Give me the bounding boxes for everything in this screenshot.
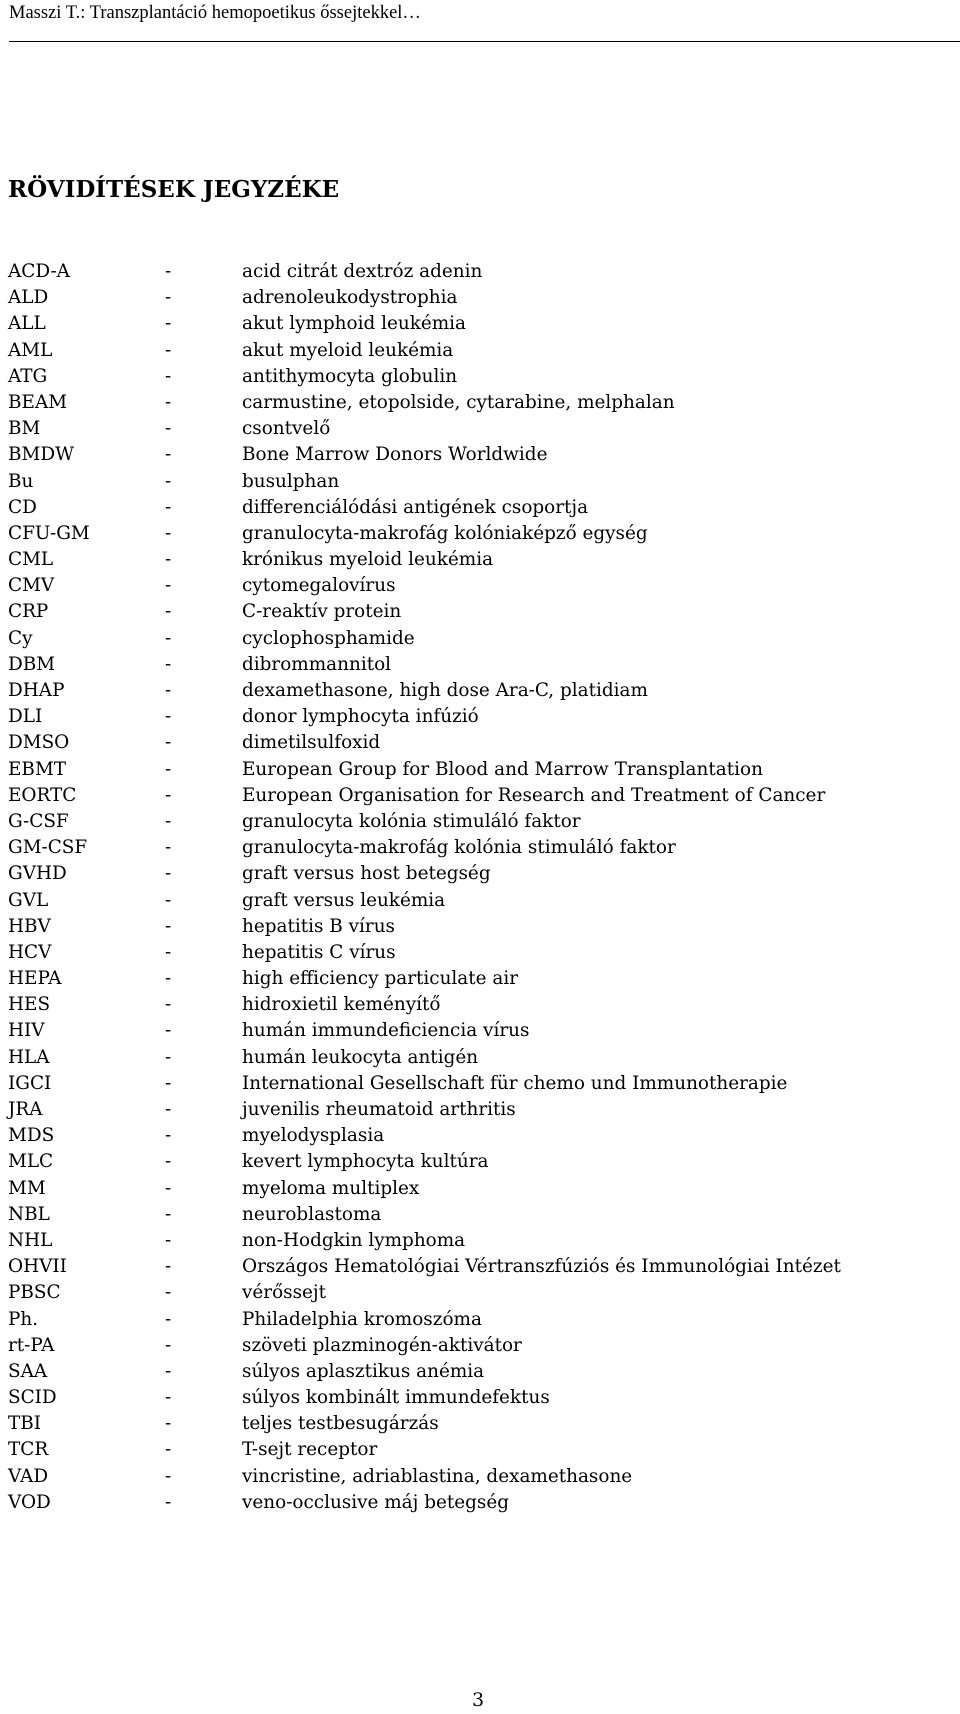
abbreviation-definition: granulocyta kolónia stimuláló faktor <box>242 810 581 832</box>
list-item <box>8 547 953 573</box>
list-item <box>8 338 953 364</box>
list-item <box>8 573 953 599</box>
abbreviation-separator: - <box>165 287 172 309</box>
list-item <box>8 1018 953 1044</box>
abbreviation-separator: - <box>165 1413 172 1435</box>
list-item <box>8 1385 953 1411</box>
abbreviation-definition: Bone Marrow Donors Worldwide <box>242 444 548 466</box>
abbreviation-definition: súlyos aplasztikus anémia <box>242 1360 485 1382</box>
abbreviation-term: CD <box>8 496 37 518</box>
abbreviation-definition: súlyos kombinált immundefektus <box>242 1387 550 1409</box>
abbreviation-separator: - <box>165 418 172 440</box>
list-item <box>8 416 953 442</box>
abbreviation-definition: csontvelő <box>242 418 331 440</box>
abbreviation-term: CFU-GM <box>8 522 90 544</box>
abbreviation-separator: - <box>165 496 172 518</box>
abbreviation-separator: - <box>165 758 172 780</box>
abbreviation-term: ALL <box>8 313 46 335</box>
list-item <box>8 1045 953 1071</box>
abbreviation-separator: - <box>165 837 172 859</box>
abbreviation-definition: cytomegalovírus <box>242 575 396 597</box>
abbreviation-term: Ph. <box>8 1308 39 1330</box>
list-item <box>8 599 953 625</box>
abbreviation-separator: - <box>165 1125 172 1147</box>
list-item <box>8 442 953 468</box>
list-item <box>8 285 953 311</box>
abbreviation-separator: - <box>165 261 172 282</box>
abbreviation-term: TCR <box>8 1439 49 1461</box>
abbreviation-term: MDS <box>8 1125 55 1147</box>
list-item <box>8 966 953 992</box>
list-item <box>8 364 953 390</box>
list-item <box>8 730 953 756</box>
abbreviation-definition: neuroblastoma <box>242 1203 382 1225</box>
abbreviation-term: PBSC <box>8 1282 61 1304</box>
abbreviation-term: TBI <box>8 1413 42 1435</box>
abbreviation-term: JRA <box>8 1099 43 1120</box>
abbreviation-term: SCID <box>8 1387 57 1409</box>
abbreviation-definition: high efficiency particulate air <box>242 968 519 990</box>
abbreviation-separator: - <box>165 1491 172 1513</box>
list-item <box>8 1490 953 1516</box>
list-item <box>8 888 953 914</box>
abbreviation-term: EORTC <box>8 784 77 806</box>
abbreviation-definition: antithymocyta globulin <box>242 365 458 387</box>
abbreviation-term: Bu <box>8 470 34 492</box>
abbreviation-term: OHVII <box>8 1256 67 1278</box>
abbreviation-term: VOD <box>8 1491 51 1513</box>
abbreviation-definition: C-reaktív protein <box>242 601 402 623</box>
abbreviation-separator: - <box>165 575 172 597</box>
list-item <box>8 757 953 783</box>
abbreviation-term: GVL <box>8 889 49 911</box>
abbreviation-list <box>8 259 953 1516</box>
abbreviation-definition: akut myeloid leukémia <box>242 339 454 361</box>
abbreviation-separator: - <box>165 941 172 963</box>
abbreviation-term: GM-CSF <box>8 837 88 859</box>
abbreviation-separator: - <box>165 470 172 492</box>
abbreviation-term: rt-PA <box>8 1334 55 1356</box>
list-item <box>8 1464 953 1490</box>
abbreviation-definition: adrenoleukodystrophia <box>242 287 458 309</box>
list-item <box>8 259 953 285</box>
abbreviation-term: VAD <box>8 1465 49 1487</box>
abbreviation-separator: - <box>165 1360 172 1382</box>
abbreviation-definition: busulphan <box>242 470 340 492</box>
abbreviation-term: DLI <box>8 706 43 728</box>
abbreviation-term: HEPA <box>8 968 62 990</box>
abbreviation-definition: dibrommannitol <box>242 653 392 675</box>
list-item <box>8 1280 953 1306</box>
abbreviation-definition: szöveti plazminogén-aktivátor <box>242 1334 522 1356</box>
list-item <box>8 914 953 940</box>
abbreviation-separator: - <box>165 968 172 990</box>
abbreviation-separator: - <box>165 810 172 832</box>
abbreviation-term: HES <box>8 994 51 1016</box>
list-item <box>8 809 953 835</box>
abbreviation-separator: - <box>165 1439 172 1461</box>
abbreviation-definition: donor lymphocyta infúzió <box>242 706 479 728</box>
abbreviation-definition: cyclophosphamide <box>242 627 415 649</box>
abbreviation-term: ALD <box>8 287 49 309</box>
abbreviation-separator: - <box>165 706 172 728</box>
abbreviation-separator: - <box>165 1177 172 1199</box>
abbreviation-separator: - <box>165 601 172 623</box>
abbreviation-definition: hepatitis C vírus <box>242 941 396 963</box>
abbreviation-term: NBL <box>8 1203 50 1225</box>
abbreviation-term: GVHD <box>8 863 67 885</box>
abbreviation-term: IGCI <box>8 1072 52 1094</box>
list-item <box>8 835 953 861</box>
abbreviation-definition: acid citrát dextróz adenin <box>242 261 483 282</box>
abbreviation-definition: humán immundeficiencia vírus <box>242 1020 530 1042</box>
list-item <box>8 652 953 678</box>
abbreviation-definition: akut lymphoid leukémia <box>242 313 467 335</box>
abbreviation-term: MM <box>8 1177 46 1199</box>
abbreviation-separator: - <box>165 627 172 649</box>
abbreviation-term: HLA <box>8 1046 50 1068</box>
list-item <box>8 311 953 337</box>
abbreviation-separator: - <box>165 444 172 466</box>
abbreviation-separator: - <box>165 1229 172 1251</box>
abbreviation-separator: - <box>165 549 172 571</box>
abbreviation-term: EBMT <box>8 758 67 780</box>
abbreviation-term: ACD-A <box>8 261 70 282</box>
abbreviation-separator: - <box>165 1256 172 1278</box>
abbreviation-term: CRP <box>8 601 49 623</box>
abbreviation-definition: European Group for Blood and Marrow Transplantation <box>242 758 763 780</box>
abbreviation-definition: hidroxietil keményítő <box>242 994 441 1016</box>
abbreviation-definition: teljes testbesugárzás <box>242 1413 439 1435</box>
abbreviation-separator: - <box>165 1151 172 1173</box>
abbreviation-definition: carmustine, etopolside, cytarabine, melphalan <box>242 391 675 413</box>
running-header-title: Masszi T.: Transzplantáció hemopoetikus őssejtekkel… <box>9 3 421 23</box>
abbreviation-separator: - <box>165 1334 172 1356</box>
list-item <box>8 1437 953 1463</box>
abbreviation-separator: - <box>165 1203 172 1225</box>
list-item <box>8 1228 953 1254</box>
list-item <box>8 704 953 730</box>
abbreviation-definition: Országos Hematológiai Vértranszfúziós és Immunológiai Intézet <box>242 1256 841 1278</box>
abbreviation-separator: - <box>165 339 172 361</box>
abbreviation-separator: - <box>165 1046 172 1068</box>
list-item <box>8 1359 953 1385</box>
abbreviation-separator: - <box>165 680 172 701</box>
list-item <box>8 469 953 495</box>
abbreviation-term: DBM <box>8 653 56 675</box>
abbreviation-term: HCV <box>8 941 52 963</box>
abbreviation-term: SAA <box>8 1360 48 1382</box>
list-item <box>8 940 953 966</box>
page-number: 3 <box>472 1689 485 1711</box>
list-item <box>8 1149 953 1175</box>
abbreviation-definition: vincristine, adriablastina, dexamethasone <box>242 1465 633 1487</box>
list-item <box>8 626 953 652</box>
abbreviation-term: NHL <box>8 1229 53 1251</box>
abbreviation-definition: hepatitis B vírus <box>242 915 395 937</box>
abbreviation-term: CML <box>8 549 54 571</box>
abbreviation-separator: - <box>165 994 172 1016</box>
abbreviation-definition: vérőssejt <box>242 1282 326 1304</box>
abbreviation-separator: - <box>165 889 172 911</box>
abbreviation-separator: - <box>165 1020 172 1042</box>
abbreviation-term: ATG <box>8 365 48 387</box>
abbreviation-definition: T-sejt receptor <box>242 1439 378 1461</box>
abbreviation-term: BM <box>8 418 41 440</box>
list-item <box>8 1071 953 1097</box>
abbreviation-term: DMSO <box>8 732 70 754</box>
list-item <box>8 1254 953 1280</box>
list-item <box>8 521 953 547</box>
abbreviation-definition: granulocyta-makrofág kolóniaképző egység <box>242 522 648 544</box>
abbreviation-term: G-CSF <box>8 810 69 832</box>
list-item <box>8 1202 953 1228</box>
abbreviation-separator: - <box>165 863 172 885</box>
running-header <box>9 1 960 42</box>
abbreviation-definition: kevert lymphocyta kultúra <box>242 1151 489 1173</box>
abbreviation-definition: dexamethasone, high dose Ara-C, platidiam <box>242 680 648 701</box>
abbreviation-definition: graft versus host betegség <box>242 863 491 885</box>
list-item <box>8 495 953 521</box>
abbreviation-separator: - <box>165 1282 172 1304</box>
abbreviation-definition: veno-occlusive máj betegség <box>242 1491 509 1513</box>
list-item <box>8 1307 953 1333</box>
abbreviation-term: HBV <box>8 915 51 937</box>
abbreviation-separator: - <box>165 1308 172 1330</box>
abbreviation-term: DHAP <box>8 680 65 701</box>
list-item <box>8 390 953 416</box>
list-item <box>8 861 953 887</box>
abbreviation-separator: - <box>165 1387 172 1409</box>
abbreviation-separator: - <box>165 915 172 937</box>
abbreviation-term: CMV <box>8 575 55 597</box>
abbreviation-separator: - <box>165 732 172 754</box>
list-item <box>8 1411 953 1437</box>
abbreviation-separator: - <box>165 313 172 335</box>
list-item <box>8 1176 953 1202</box>
abbreviation-definition: myeloma multiplex <box>242 1177 420 1199</box>
abbreviation-term: BMDW <box>8 444 74 466</box>
abbreviation-separator: - <box>165 653 172 675</box>
abbreviation-definition: krónikus myeloid leukémia <box>242 549 494 571</box>
abbreviation-definition: myelodysplasia <box>242 1125 385 1147</box>
abbreviation-definition: graft versus leukémia <box>242 889 446 911</box>
abbreviation-separator: - <box>165 365 172 387</box>
abbreviation-definition: juvenilis rheumatoid arthritis <box>242 1099 516 1120</box>
abbreviation-separator: - <box>165 1099 172 1120</box>
abbreviation-term: Cy <box>8 627 33 649</box>
abbreviation-definition: International Gesellschaft für chemo und Immunotherapie <box>242 1072 788 1094</box>
abbreviation-separator: - <box>165 522 172 544</box>
abbreviation-definition: granulocyta-makrofág kolónia stimuláló faktor <box>242 837 676 859</box>
abbreviation-term: AML <box>8 339 53 361</box>
list-item <box>8 1333 953 1359</box>
abbreviation-definition: European Organisation for Research and Treatment of Cancer <box>242 784 826 806</box>
abbreviation-term: HIV <box>8 1020 45 1042</box>
abbreviation-definition: dimetilsulfoxid <box>242 732 381 754</box>
list-item <box>8 678 953 704</box>
abbreviation-definition: non-Hodgkin lymphoma <box>242 1229 466 1251</box>
abbreviation-definition: humán leukocyta antigén <box>242 1046 479 1068</box>
page-title: RÖVIDÍTÉSEK JEGYZÉKE <box>8 176 340 203</box>
abbreviation-definition: Philadelphia kromoszóma <box>242 1308 482 1330</box>
abbreviation-separator: - <box>165 784 172 806</box>
abbreviation-term: BEAM <box>8 391 68 413</box>
list-item <box>8 783 953 809</box>
abbreviation-separator: - <box>165 1072 172 1094</box>
list-item <box>8 1097 953 1123</box>
abbreviation-separator: - <box>165 1465 172 1487</box>
list-item <box>8 992 953 1018</box>
abbreviation-definition: differenciálódási antigének csoportja <box>242 496 589 518</box>
abbreviation-separator: - <box>165 391 172 413</box>
list-item <box>8 1123 953 1149</box>
abbreviation-term: MLC <box>8 1151 54 1173</box>
